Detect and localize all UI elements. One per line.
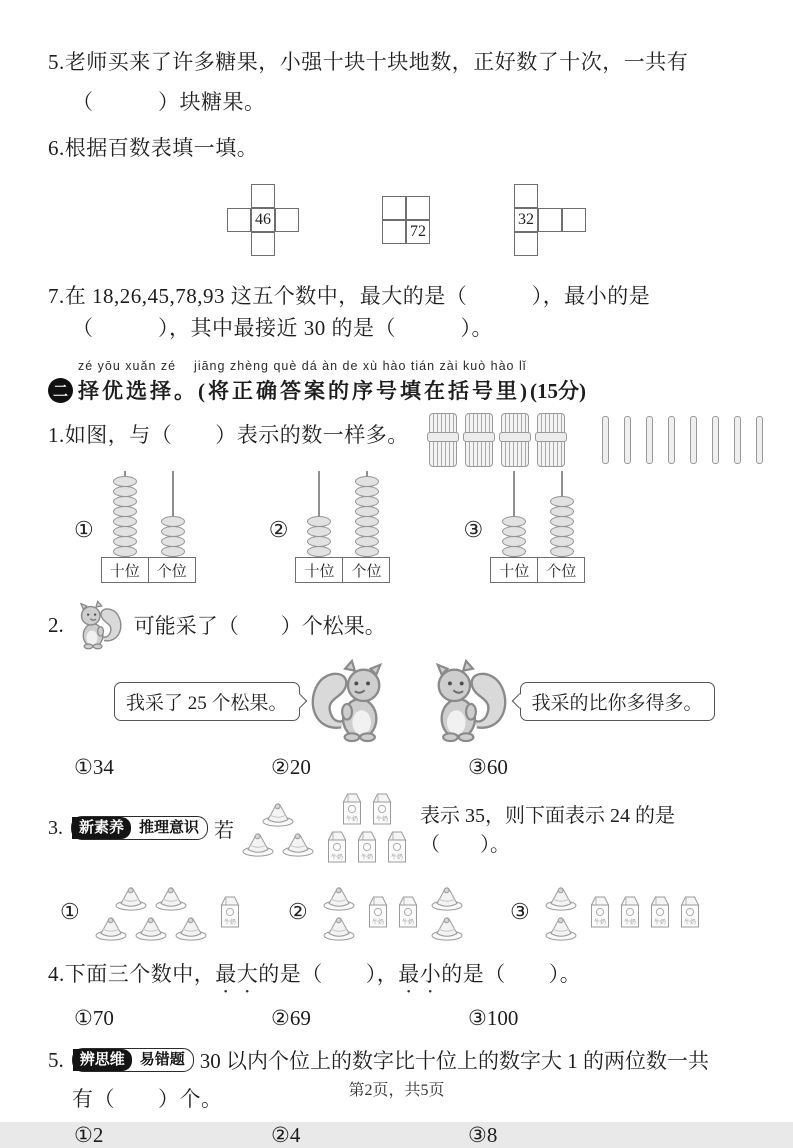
grid-cell xyxy=(562,208,586,232)
abacus-bead-icon xyxy=(355,526,379,537)
cake-slice-icon xyxy=(321,913,357,941)
grid-cell xyxy=(227,208,251,232)
abacus-bead-icon xyxy=(161,536,185,547)
milk-carton-icon xyxy=(369,791,395,827)
milk-carton-icon xyxy=(217,894,243,930)
q5b-line2: 有（ ）个。 xyxy=(72,1087,223,1111)
abacus-bead-icon xyxy=(161,516,185,527)
place-label: 十位 xyxy=(490,557,538,583)
q5b-option-1: ①2 xyxy=(74,1123,104,1147)
svg-text:牛奶: 牛奶 xyxy=(346,817,359,823)
badge-outline-label: 推理意识 xyxy=(139,819,200,836)
abacus-bead-icon xyxy=(113,546,137,557)
cake-slice-icon xyxy=(260,799,296,827)
q3-number: 3. xyxy=(48,816,63,839)
q1-abacus-options xyxy=(48,471,763,583)
svg-text:牛奶: 牛奶 xyxy=(361,855,374,861)
q3-option-3 xyxy=(510,882,713,942)
abacus-bead-icon xyxy=(502,536,526,547)
abacus-bead-icon xyxy=(355,506,379,517)
cake-slice-icon xyxy=(429,913,465,941)
abacus-bead-icon xyxy=(113,526,137,537)
page-footer: 第2页，共5页 xyxy=(348,1082,445,1099)
place-label: 十位 xyxy=(101,557,149,583)
milk-carton-icon xyxy=(354,829,380,865)
abacus-bead-icon xyxy=(502,516,526,527)
svg-text:牛奶: 牛奶 xyxy=(683,920,696,926)
milk-carton-icon xyxy=(587,894,613,930)
abacus-bead-icon xyxy=(502,546,526,557)
abacus-bead-icon xyxy=(113,516,137,527)
q3-options xyxy=(48,874,763,950)
speech-bubble-left: 我采了 25 个松果。 xyxy=(114,682,300,721)
badge-solid-label: 新素养 xyxy=(72,817,131,839)
badge-outline-label: 易错题 xyxy=(139,1051,185,1068)
question-5 xyxy=(48,1045,763,1075)
milk-carton-icon xyxy=(395,894,421,930)
option-2-label: ② xyxy=(268,517,289,542)
grid-cell xyxy=(538,208,562,232)
svg-text:牛奶: 牛奶 xyxy=(623,920,636,926)
option-3-label: ③ xyxy=(463,517,484,542)
milk-carton-icon xyxy=(324,829,350,865)
single-stick-icon xyxy=(712,416,719,464)
squirrel-icon xyxy=(304,657,392,745)
abacus-bead-icon xyxy=(161,546,185,557)
grid-cell xyxy=(514,184,538,208)
abacus-bead-icon xyxy=(307,536,331,547)
q2-option-1: ①34 xyxy=(74,755,114,779)
milk-carton-icon xyxy=(365,894,391,930)
cake-slice-icon xyxy=(321,883,357,911)
abacus-bead-icon xyxy=(550,496,574,507)
q3-option-2 xyxy=(288,882,510,942)
option-1-label: ① xyxy=(60,899,80,924)
grid-cell xyxy=(406,196,430,220)
abacus-bead-icon xyxy=(355,516,379,527)
q4-option-1: ①70 xyxy=(74,1006,114,1030)
cake-slice-icon xyxy=(93,913,129,941)
abacus-bead-icon xyxy=(161,526,185,537)
q6-text: 6.根据百数表填一填。 xyxy=(48,136,259,160)
milk-carton-icon xyxy=(677,894,703,930)
abacus-bead-icon xyxy=(307,526,331,537)
q5b-option-3: ③8 xyxy=(468,1123,498,1147)
sticks-picture xyxy=(429,413,763,467)
place-value-abacus xyxy=(101,471,197,583)
q2-picture xyxy=(48,655,763,747)
q2-options xyxy=(48,755,763,780)
place-label: 个位 xyxy=(537,557,585,583)
speech-bubble-right: 我采的比你多得多。 xyxy=(520,682,715,721)
question-3 xyxy=(48,790,763,866)
grid-figure-46 xyxy=(227,184,299,256)
badge-solid-label: 辨思维 xyxy=(73,1049,132,1071)
section-score: (15分) xyxy=(530,379,586,403)
cake-slice-icon xyxy=(280,829,316,857)
abacus-bead-icon xyxy=(550,526,574,537)
q3-text-post: 表示 35，则下面表示 24 的是（ ）。 xyxy=(420,805,676,856)
svg-text:牛奶: 牛奶 xyxy=(331,855,344,861)
abacus-option-1 xyxy=(74,471,197,583)
grid-cell xyxy=(514,232,538,256)
single-stick-icon xyxy=(690,416,697,464)
abacus-bead-icon xyxy=(113,486,137,497)
q1-text: 1.如图，与（ ）表示的数一样多。 xyxy=(48,423,409,447)
cake-slice-icon xyxy=(240,829,276,857)
q5b-options xyxy=(48,1123,763,1148)
question-4: 4.下面三个数中，最大的是（ ），最小的是（ ）。 xyxy=(48,962,582,986)
q3-text-pre: 若 xyxy=(214,819,235,842)
q6-figures xyxy=(48,174,763,266)
single-stick-icon xyxy=(602,416,609,464)
abacus-bead-icon xyxy=(307,516,331,527)
cake-slice-icon xyxy=(153,883,189,911)
svg-text:牛奶: 牛奶 xyxy=(223,920,236,926)
milk-carton-icon xyxy=(339,791,365,827)
topic-badge xyxy=(71,816,208,840)
abacus-bead-icon xyxy=(113,476,137,487)
abacus-bead-icon xyxy=(550,516,574,527)
q4-option-2: ②69 xyxy=(271,1006,311,1030)
svg-text:牛奶: 牛奶 xyxy=(391,855,404,861)
place-label: 个位 xyxy=(342,557,390,583)
cake-slice-icon xyxy=(543,913,579,941)
q5-line2: （ ）块糖果。 xyxy=(72,90,266,114)
single-stick-icon xyxy=(734,416,741,464)
section-number-badge: 二 xyxy=(48,378,73,403)
option-3-label: ③ xyxy=(510,899,530,924)
milk-carton-icon xyxy=(617,894,643,930)
abacus-bead-icon xyxy=(355,486,379,497)
section-2-header xyxy=(48,356,763,405)
single-stick-icon xyxy=(756,416,763,464)
svg-text:牛奶: 牛奶 xyxy=(376,817,389,823)
grid-cell xyxy=(382,196,406,220)
milk-carton-icon xyxy=(647,894,673,930)
q2-number: 2. xyxy=(48,612,64,637)
abacus-bead-icon xyxy=(550,506,574,517)
topic-badge xyxy=(72,1048,194,1072)
q5b-number: 5. xyxy=(48,1047,64,1072)
cake-slice-icon xyxy=(133,913,169,941)
svg-text:牛奶: 牛奶 xyxy=(371,920,384,926)
section-title: 择优选择。(将正确答案的序号填在括号里) xyxy=(78,379,530,403)
abacus-bead-icon xyxy=(113,506,137,517)
q2-text: 可能采了（ ）个松果。 xyxy=(133,614,386,638)
question-2 xyxy=(48,599,763,651)
svg-text:牛奶: 牛奶 xyxy=(593,920,606,926)
squirrel-icon xyxy=(74,599,126,651)
grid-cell xyxy=(251,184,275,208)
single-stick-icon xyxy=(668,416,675,464)
abacus-bead-icon xyxy=(355,496,379,507)
abacus-bead-icon xyxy=(355,476,379,487)
squirrel-icon xyxy=(426,657,514,745)
grid-figure-32 xyxy=(514,184,586,256)
single-stick-icon xyxy=(646,416,653,464)
q5b-option-2: ②4 xyxy=(271,1123,301,1147)
q3-option-2-picture xyxy=(319,882,471,942)
place-value-abacus xyxy=(490,471,586,583)
abacus-option-2 xyxy=(269,471,392,583)
squirrel-icon xyxy=(304,657,392,745)
q3-option-1-picture xyxy=(91,882,249,942)
ten-sticks-bundle-icon xyxy=(465,413,493,467)
q5b-line1-text: 30 以内个位上的数字比十位上的数字大 1 的两位数一共 xyxy=(199,1049,710,1073)
option-1-label: ① xyxy=(74,517,94,542)
q7-line1: 7.在 18,26,45,78,93 这五个数中，最大的是（ ），最小的是 xyxy=(48,284,651,308)
q4-options xyxy=(48,1006,763,1031)
q7-line2: （ ），其中最接近 30 的是（ ）。 xyxy=(72,316,493,340)
grid-cell: 72 xyxy=(406,220,430,244)
single-stick-icon xyxy=(624,416,631,464)
question-1 xyxy=(48,419,763,467)
q3-option-3-picture xyxy=(541,882,709,942)
grid-cell xyxy=(275,208,299,232)
squirrel-icon xyxy=(74,599,126,651)
abacus-bead-icon xyxy=(502,526,526,537)
cake-slice-icon xyxy=(113,883,149,911)
milk-carton-icon xyxy=(384,829,410,865)
abacus-bead-icon xyxy=(113,496,137,507)
section-title-pinyin: zé yōu xuǎn zé jiāng zhèng què dá àn de xù hào tián zài kuò hào lǐ xyxy=(78,359,527,373)
q4-option-3: ③100 xyxy=(468,1006,519,1030)
cake-slice-icon xyxy=(173,913,209,941)
abacus-bead-icon xyxy=(355,546,379,557)
squirrel-icon xyxy=(426,657,514,745)
grid-cell xyxy=(382,220,406,244)
grid-cell: 32 xyxy=(514,208,538,232)
place-label: 个位 xyxy=(148,557,196,583)
option-2-label: ② xyxy=(288,899,308,924)
abacus-bead-icon xyxy=(550,546,574,557)
svg-text:牛奶: 牛奶 xyxy=(401,920,414,926)
place-label: 十位 xyxy=(295,557,343,583)
cake-slice-icon xyxy=(543,883,579,911)
abacus-bead-icon xyxy=(550,536,574,547)
abacus-bead-icon xyxy=(307,546,331,557)
ten-sticks-bundle-icon xyxy=(429,413,457,467)
grid-cell xyxy=(251,232,275,256)
abacus-bead-icon xyxy=(113,536,137,547)
q5-line1: 5.老师买来了许多糖果，小强十块十块地数，正好数了十次，一共有 xyxy=(48,50,689,74)
ten-sticks-bundle-icon xyxy=(501,413,529,467)
q2-option-2: ②20 xyxy=(271,755,311,779)
ten-sticks-bundle-icon xyxy=(537,413,565,467)
abacus-option-3 xyxy=(463,471,586,583)
q2-option-3: ③60 xyxy=(468,755,508,779)
q3-option-1 xyxy=(60,882,288,942)
place-value-abacus xyxy=(295,471,391,583)
cake-slice-icon xyxy=(429,883,465,911)
abacus-bead-icon xyxy=(355,536,379,547)
svg-text:牛奶: 牛奶 xyxy=(653,920,666,926)
q3-example-picture xyxy=(238,790,416,866)
grid-cell: 46 xyxy=(251,208,275,232)
grid-figure-72 xyxy=(382,196,430,244)
